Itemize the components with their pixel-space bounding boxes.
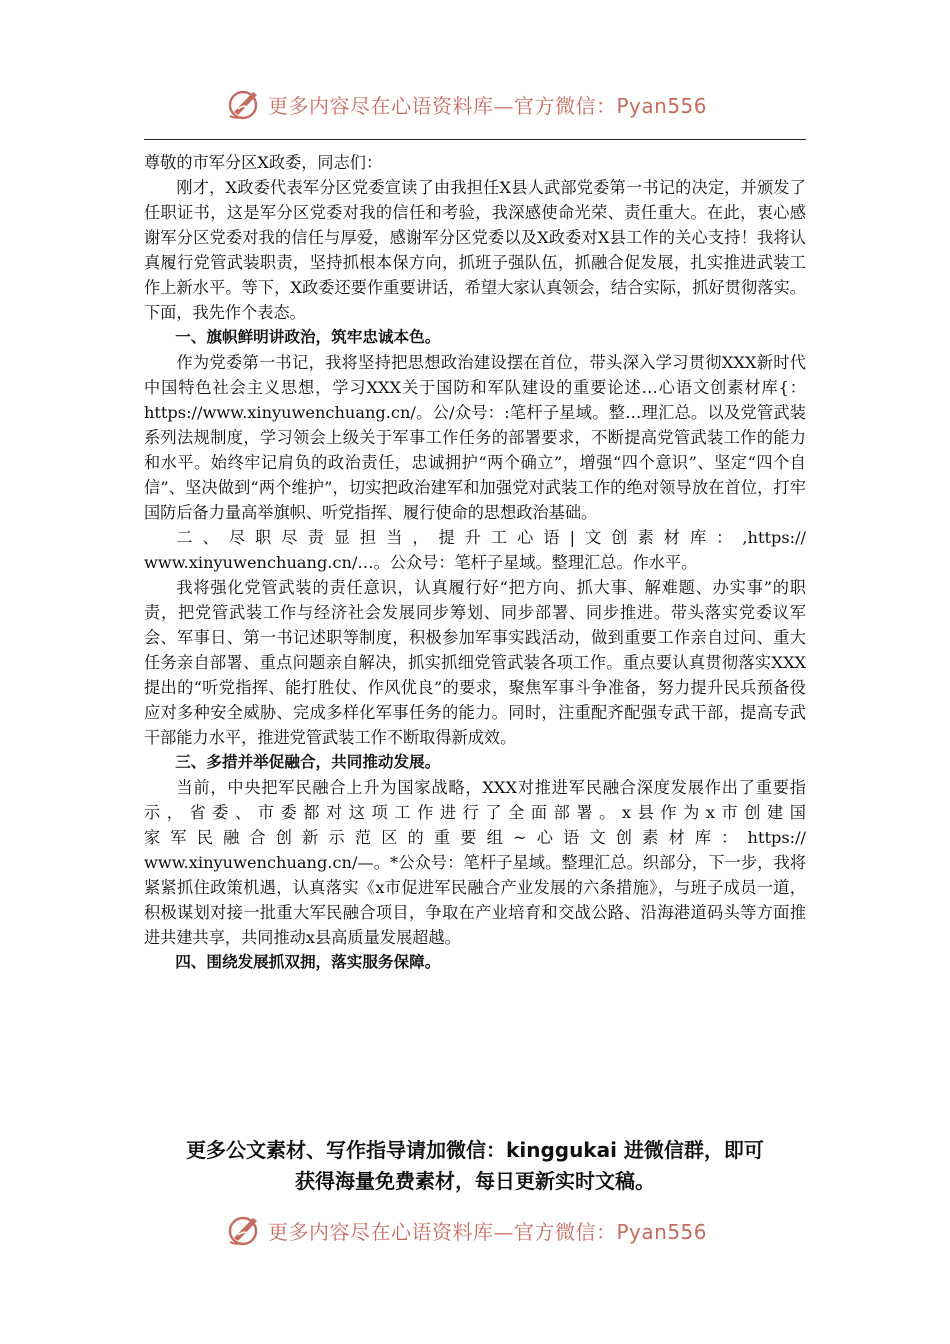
paragraph-4-line-2: 家军民融合创新示范区的重要组~心语文创素材库：https://	[144, 828, 806, 847]
wechat-id: Pyan556	[616, 1219, 708, 1244]
document-body	[144, 150, 806, 975]
heading-4: 四、围绕发展抓双拥，落实服务保障。	[175, 953, 441, 971]
paragraph-1: 刚才，X政委代表军分区党委宣读了由我担任X县人武部党委第一书记的决定，并颁发了任职证书，这是军分区党委对我的信任和考验，我深感使命光荣、责任重大。在此，衷心感谢军分区党委对我的信任与厚爱，感谢军分区党委以及X政委对X县工作的关心支持！我将认真履行党管武装职责，坚持抓根本保方向，抓班子强队伍，抓融合促发展，扎实推进武装工作上新水平。等下，X政委还要作重要讲话，希望大家认真领会，结合实际，抓好贯彻落实。下面，我先作个表态。	[144, 178, 806, 322]
heading-2-line-1: 二、尽职尽责显担当，提升工心语|文创素材库：,https://	[176, 528, 806, 547]
heading-1: 一、旗帜鲜明讲政治，筑牢忠诚本色。	[175, 328, 441, 346]
header-banner	[0, 82, 950, 126]
banner-text: 更多内容尽在心语资料库—官方微信：Pyan556	[268, 1219, 708, 1244]
heading-2-line-2: www.xinyuwenchuang.cn/…。公众号：笔杆子星域。整理汇总。作水平。	[144, 553, 698, 572]
promo-line-1: 更多公文素材、写作指导请加微信：kinggukai 进微信群，即可	[186, 1138, 764, 1162]
heading-3: 三、多措并举促融合，共同推动发展。	[175, 753, 441, 771]
paragraph-4-line-1: 当前，中央把军民融合上升为国家战略，XXX对推进军民融合深度发展作出了重要指示，省委、市委都对这项工作进行了全面部署。x县作为x市创建国	[144, 778, 806, 822]
paragraph-4-rest: www.xinyuwenchuang.cn/—。*公众号：笔杆子星域。整理汇总。织部分，下一步，我将紧紧抓住政策机遇，认真落实《x市促进军民融合产业发展的六条措施》，与班子成员一道，积极谋划对接一批重大军民融合项目，争取在产业培育和交战公路、沿海港道码头等方面推进共建共享，共同推动x县高质量发展超越。	[144, 853, 806, 947]
banner-text: 更多内容尽在心语资料库—官方微信：Pyan556	[268, 93, 708, 118]
promo-line-2: 获得海量免费素材，每日更新实时文稿。	[295, 1169, 655, 1193]
pen-logo-icon	[226, 1212, 262, 1248]
wechat-id: Pyan556	[616, 93, 708, 118]
footer-banner	[0, 1208, 950, 1252]
salutation: 尊敬的市军分区X政委，同志们：	[144, 153, 383, 172]
paragraph-2: 作为党委第一书记，我将坚持把思想政治建设摆在首位，带头深入学习贯彻XXX新时代中国特色社会主义思想，学习XXX关于国防和军队建设的重要论述…心语文创素材库{：https://www.xinyuwenchuang.cn/。公/众号：:笔杆子星域。整…理汇总。以及党管武装系列法规制度，学习领会上级关于军事工作任务的部署要求，不断提高党管武装工作的能力和水平。始终牢记肩负的政治责任，忠诚拥护“两个确立”，增强“四个意识”、坚定“四个自信”、坚决做到“两个维护”，切实把政治建军和加强党对武装工作的绝对领导放在首位，打牢国防后备力量高举旗帜、听党指挥、履行使命的思想政治基础。	[144, 353, 806, 522]
paragraph-3: 我将强化党管武装的责任意识，认真履行好“把方向、抓大事、解难题、办实事”的职责，把党管武装工作与经济社会发展同步筹划、同步部署、同步推进。带头落实党委议军会、军事日、第一书记述职等制度，积极参加军事实践活动，做到重要工作亲自过问、重大任务亲自部署、重点问题亲自解决，抓实抓细党管武装各项工作。重点要认真贯彻落实XXX提出的“听党指挥、能打胜仗、作风优良”的要求，聚焦军事斗争准备，努力提升民兵预备役应对多种安全威胁、完成多样化军事任务的能力。同时，注重配齐配强专武干部，提高专武干部能力水平，推进党管武装工作不断取得新成效。	[144, 578, 806, 747]
pen-logo-icon	[226, 86, 262, 122]
promo-text	[100, 1135, 850, 1197]
header-divider	[144, 139, 806, 140]
